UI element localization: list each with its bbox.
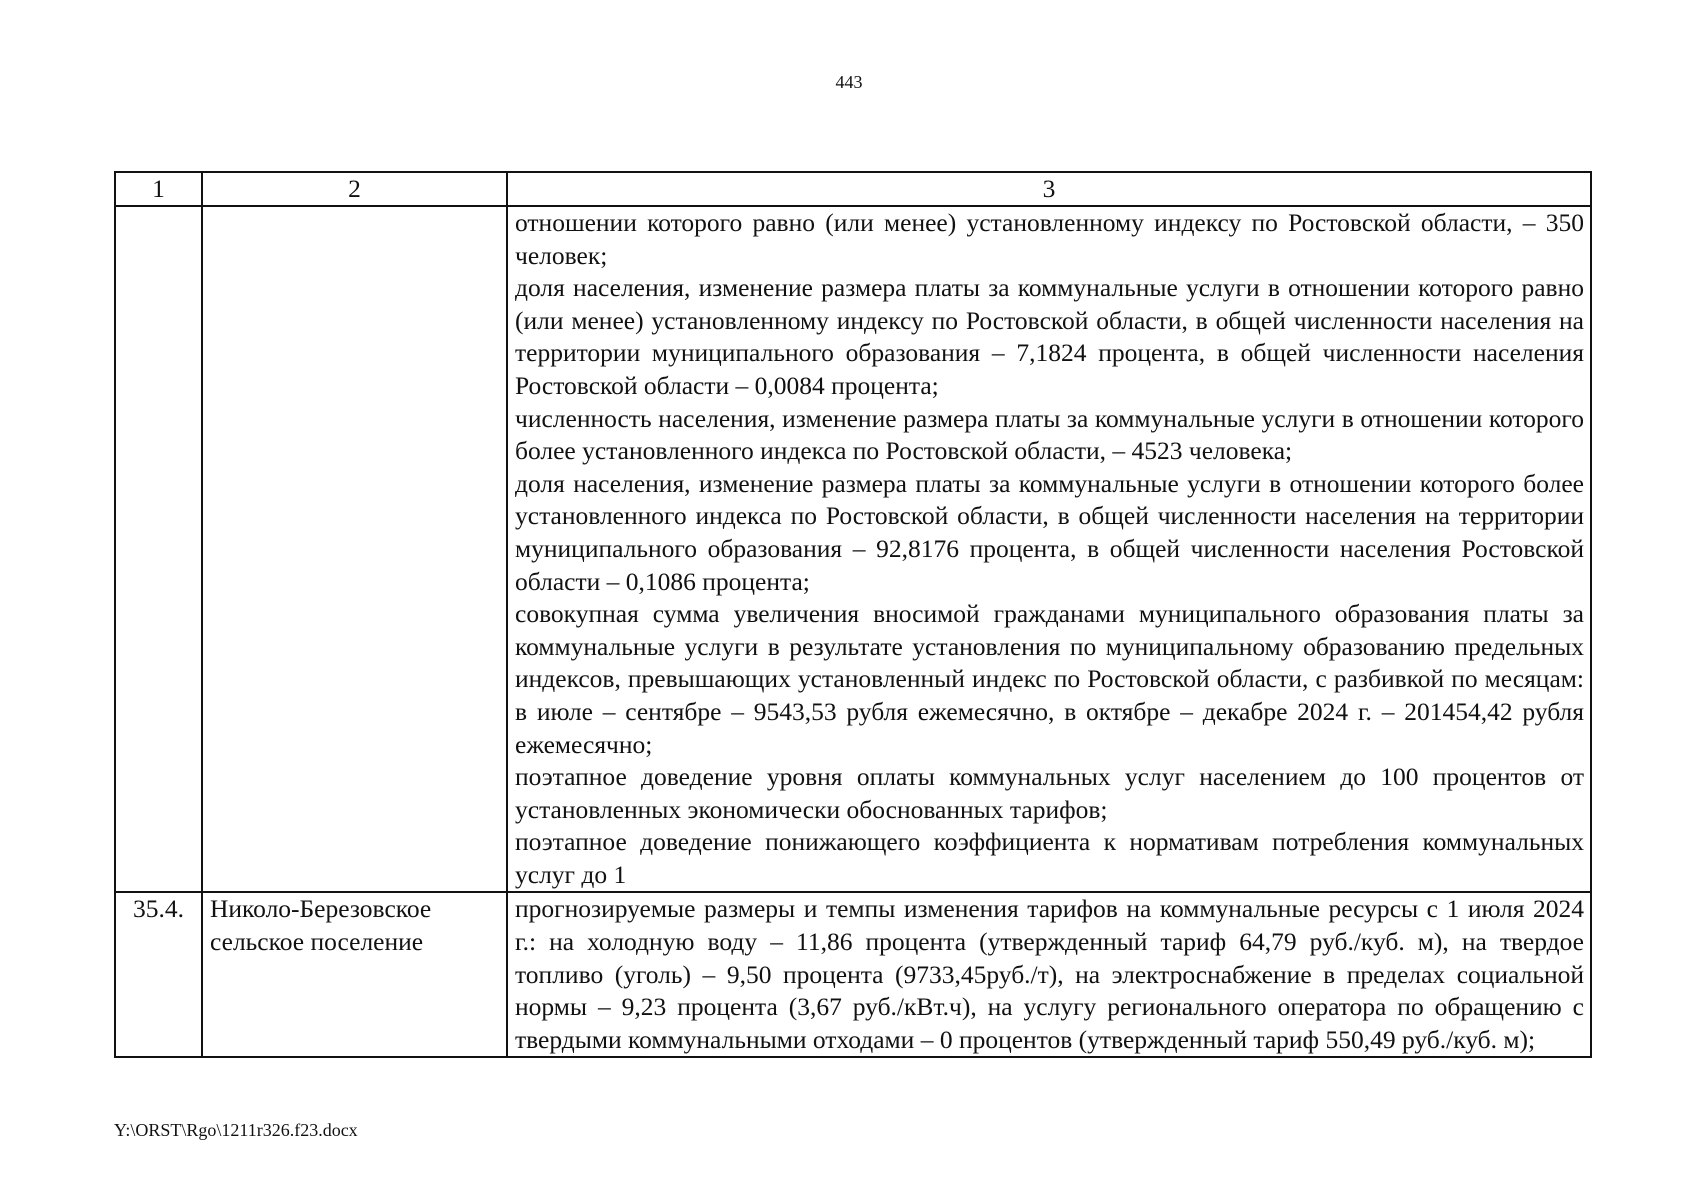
paragraph: поэтапное доведение уровня оплаты коммунальных услуг населением до 100 процентов от установленных экономически обоснованных тарифов; [515,762,1584,824]
paragraph: доля населения, изменение размера платы за коммунальные услуги в отношении которого равно (или менее) установленному индексу по Ростовской области, в общей численности населения на территории муниципального образования – 7,1824 процента, в общей численности населения Ростовской области – 0,0084 процента; [515,273,1584,400]
table-header-row [115,172,1591,206]
row-number-cell [115,206,202,892]
paragraph: прогнозируемые размеры и темпы изменения тарифов на коммунальные ресурсы с 1 июля 2024 г.: на холодную воду – 11,86 процента (утвержденный тариф 64,79 руб./куб. м), на твердое топливо (уголь) – 9,50 процента (9733,45руб./т), на электроснабжение в пределах социальной нормы – 9,23 процента (3,67 руб./кВт.ч), на услугу регионального оператора по обращению с твердыми коммунальными отходами – 0 процентов (утвержденный тариф 550,49 руб./куб. м); [515,894,1584,1054]
paragraph: численность населения, изменение размера платы за коммунальные услуги в отношении которого более установленного индекса по Ростовской области, – 4523 человека; [515,403,1584,466]
paragraph: отношении которого равно (или менее) установленному индексу по Ростовской области, – 350 человек; [515,208,1584,270]
description-cell [507,892,1591,1057]
document-table [114,171,1592,1058]
paragraph: доля населения, изменение размера платы за коммунальные услуги в отношении которого более установленного индекса по Ростовской области, в общей численности населения на территории муниципального образования – 92,8176 процента, в общей численности населения Ростовской области – 0,1086 процента; [515,468,1584,596]
description-cell [507,206,1591,892]
column-header-2: 2 [202,172,507,206]
table-row [115,206,1591,892]
paragraph: поэтапное доведение понижающего коэффициента к нормативам потребления коммунальных услуг до 1 [515,827,1584,889]
paragraph: совокупная сумма увеличения вносимой гражданами муниципального образования платы за коммунальные услуги в результате установления по муниципальному образованию предельных индексов, превышающих установленный индекс по Ростовской области, с разбивкой по месяцам: в июле – сентябре – 9543,53 рубля ежемесячно, в октябре – декабре 2024 г. – 201454,42 рубля ежемесячно; [515,599,1584,759]
table-row [115,892,1591,1057]
column-header-3: 3 [507,172,1591,206]
page-number: 443 [835,72,863,92]
municipality-name-cell [202,206,507,892]
row-number-cell: 35.4. [115,892,202,1057]
column-header-1: 1 [115,172,202,206]
footer-file-path: Y:\ORST\Rgo\1211r326.f23.docx [114,1120,358,1140]
municipality-name-cell: Николо-Березовское сельское поселение [202,892,507,1057]
